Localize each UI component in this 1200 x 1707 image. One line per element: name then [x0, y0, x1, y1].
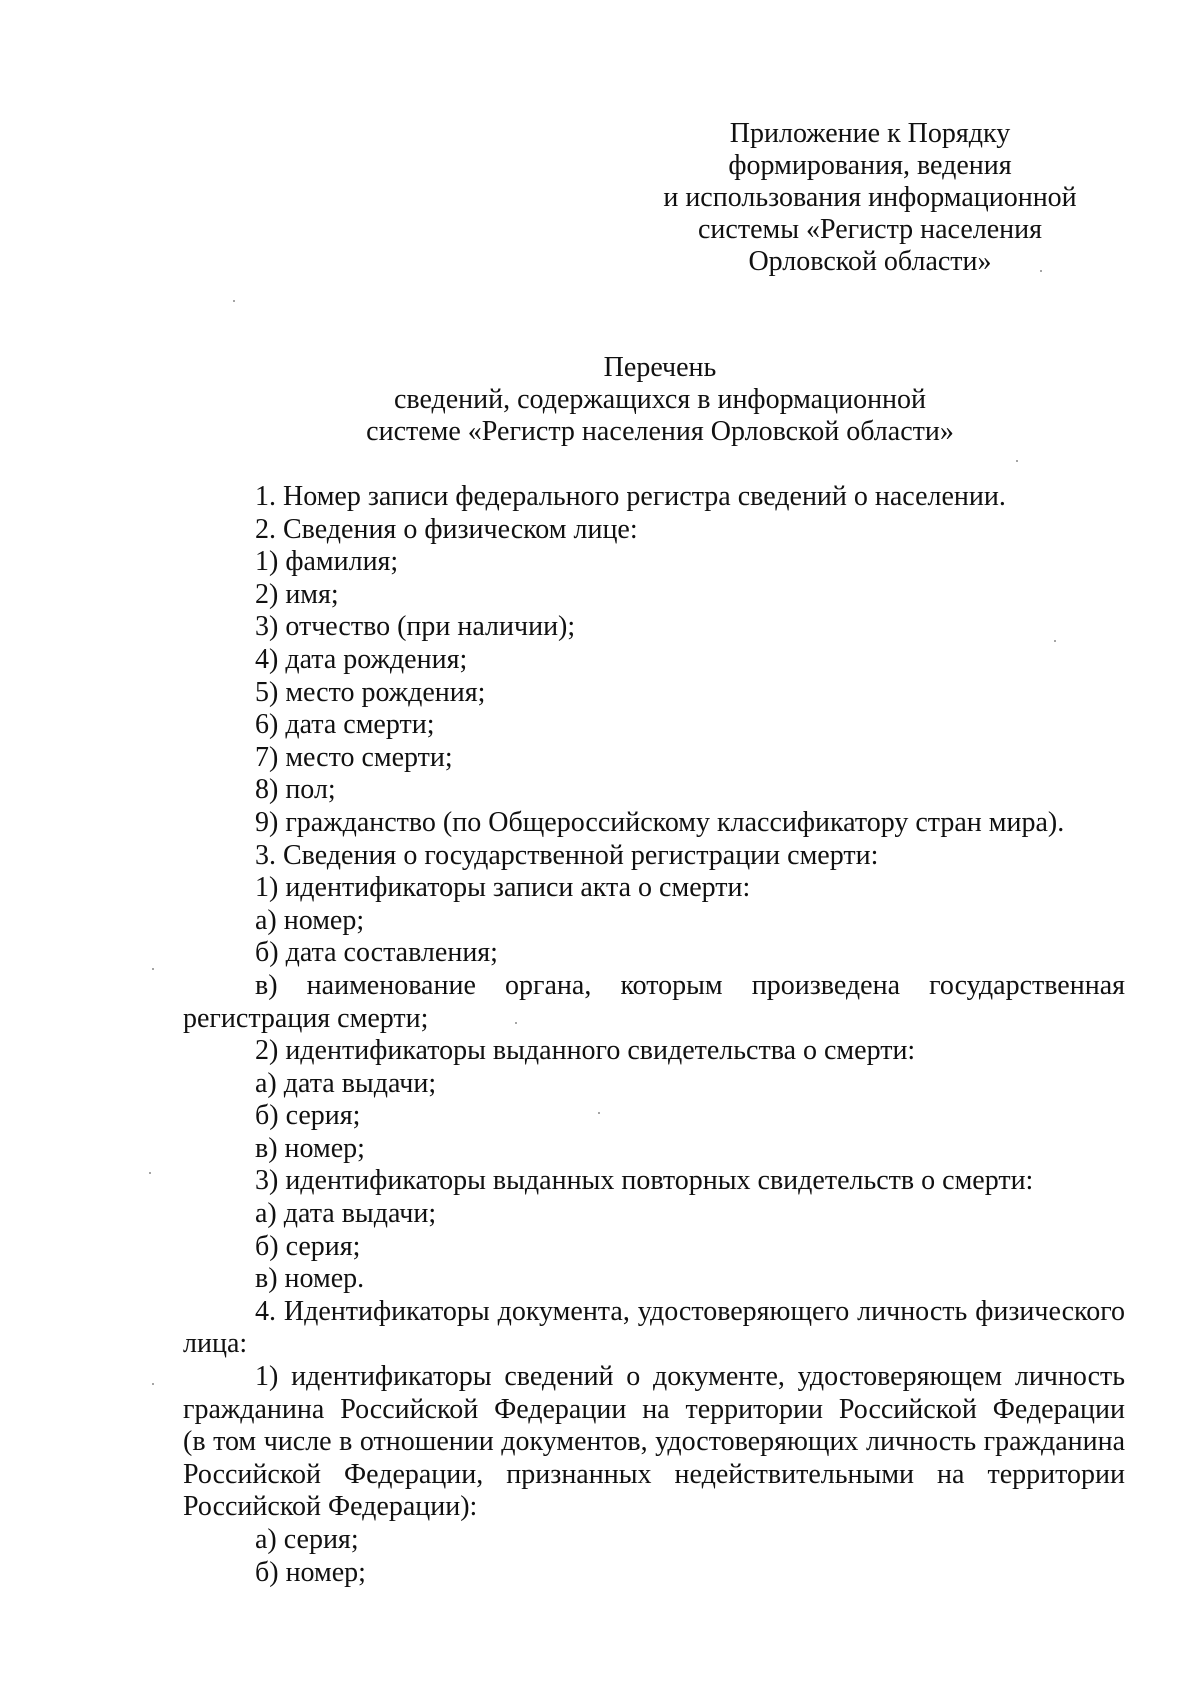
appendix-line: системы «Регистр населения — [698, 214, 1042, 245]
scan-speck — [1040, 270, 1042, 272]
scan-speck — [152, 968, 154, 970]
body-line: 8) пол; — [255, 774, 336, 806]
body-line: (в том числе в отношении документов, удостоверяющих личность гражданина — [183, 1426, 1125, 1458]
body-line: а) дата выдачи; — [255, 1067, 437, 1099]
body-line: б) серия; — [255, 1230, 361, 1262]
body-line: Российской Федерации, признанных недействительными на территории — [183, 1458, 1125, 1490]
appendix-line: Орловской области» — [748, 246, 992, 277]
document-title — [160, 352, 1160, 448]
body-line: а) номер; — [255, 904, 365, 936]
body-line: 9) гражданство (по Общероссийскому классификатору стран мира). — [255, 806, 1065, 838]
appendix-line: формирования, ведения — [728, 150, 1012, 181]
body-line: 5) место рождения; — [255, 676, 486, 708]
body-line: Российской Федерации): — [183, 1491, 478, 1523]
scan-speck — [515, 1022, 517, 1024]
body-line: 4) дата рождения; — [255, 643, 468, 675]
body-line: 1. Номер записи федерального регистра сведений о населении. — [255, 481, 1006, 512]
body-line: 6) дата смерти; — [255, 709, 435, 741]
body-line: в) номер. — [255, 1263, 365, 1295]
body-line: в) номер; — [255, 1132, 365, 1164]
body-line: 2) имя; — [255, 578, 339, 610]
scan-speck — [1054, 640, 1056, 642]
body-line: в) наименование органа, которым произведена государственная — [255, 969, 1125, 1001]
body-line: 2) идентификаторы выданного свидетельства о смерти: — [255, 1035, 916, 1067]
appendix-header — [600, 118, 1140, 278]
scan-speck — [149, 1172, 151, 1174]
body-line: б) дата составления; — [255, 937, 498, 969]
title-line: Перечень — [603, 352, 717, 383]
body-line: а) дата выдачи; — [255, 1198, 437, 1230]
document-body — [183, 481, 1125, 1589]
body-line: 3) идентификаторы выданных повторных свидетельств о смерти: — [255, 1165, 1034, 1197]
body-line: регистрация смерти; — [183, 1002, 429, 1034]
scan-speck — [152, 1383, 154, 1385]
body-line: 3) отчество (при наличии); — [255, 611, 576, 643]
body-line: 2. Сведения о физическом лице: — [255, 513, 638, 545]
body-line: 1) идентификаторы записи акта о смерти: — [255, 872, 751, 904]
scan-speck — [233, 300, 235, 302]
scan-speck — [598, 1112, 600, 1114]
body-line: лица: — [183, 1328, 248, 1360]
appendix-line: и использования информационной — [663, 182, 1077, 213]
body-line: б) серия; — [255, 1100, 361, 1132]
body-line: 4. Идентификаторы документа, удостоверяющего личность физического — [255, 1295, 1125, 1327]
body-line: 1) фамилия; — [255, 546, 399, 578]
body-line: 3. Сведения о государственной регистрации смерти: — [255, 839, 879, 871]
body-line: 1) идентификаторы сведений о документе, удостоверяющем личность — [255, 1361, 1125, 1393]
appendix-line: Приложение к Порядку — [729, 118, 1011, 149]
body-line: а) серия; — [255, 1524, 359, 1555]
title-line: системе «Регистр населения Орловской области» — [366, 416, 954, 447]
body-line: б) номер; — [255, 1556, 366, 1588]
scan-speck — [1016, 460, 1018, 462]
body-line: гражданина Российской Федерации на территории Российской Федерации — [183, 1393, 1125, 1425]
title-line: сведений, содержащихся в информационной — [393, 384, 927, 415]
body-line: 7) место смерти; — [255, 741, 453, 773]
